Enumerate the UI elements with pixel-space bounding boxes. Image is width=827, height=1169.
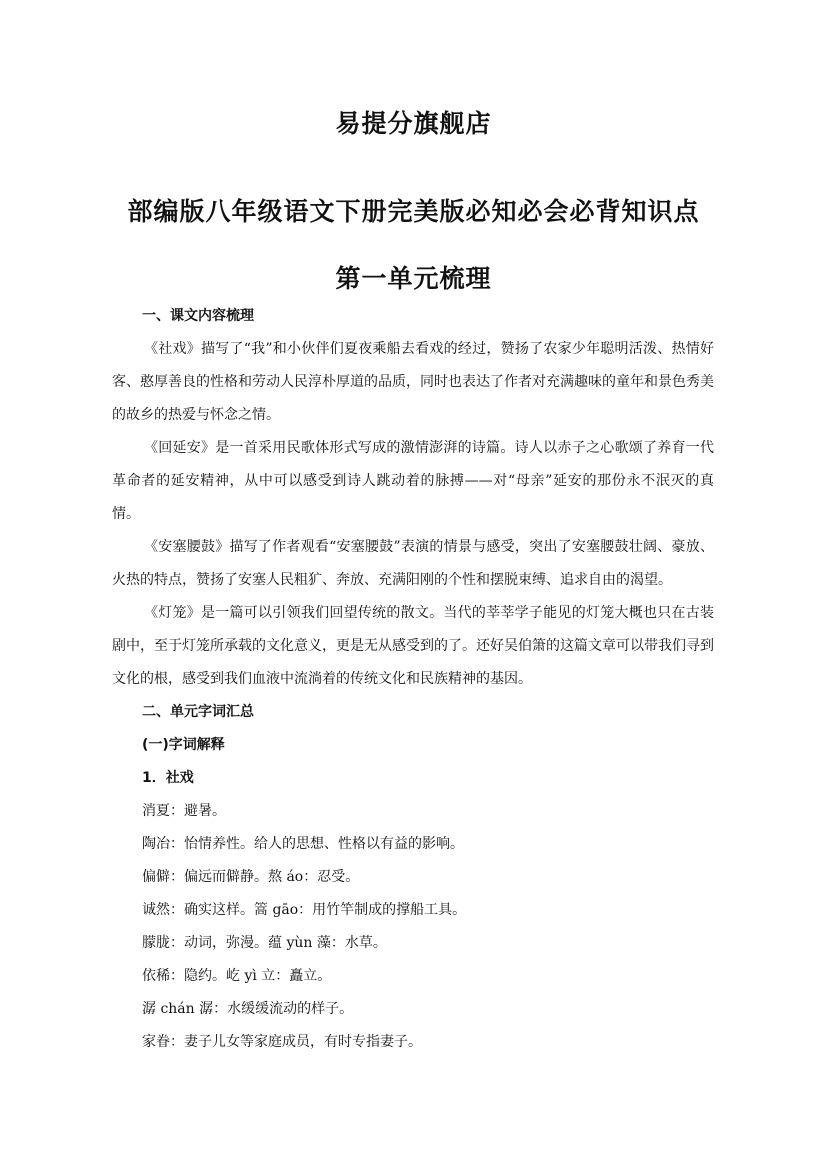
paragraph-hui-yanan: 《回延安》是一首采用民歌体形式写成的激情澎湃的诗篇。诗人以赤子之心歌颂了养育一代革命者的延安精神，从中可以感受到诗人跳动着的脉搏——对“母亲”延安的那份永不泯灭的真情。 [112,440,714,522]
section-heading-vocabulary: 二、单元字词汇总 [142,704,254,720]
definition-item: 依稀：隐约。屹 yì 立：矗立。 [142,968,332,984]
paragraph-denglong: 《灯笼》是一篇可以引领我们回望传统的散文。当代的莘莘学子能见的灯笼大概也只在古装剧中，至于灯笼所承载的文化意义，更是无从感受到的了。还好吴伯箫的这篇文章可以带我们寻到文化的根，感受到我们血液中流淌着的传统文化和民族精神的基因。 [112,605,714,687]
definition-item: 家眷：妻子儿女等家庭成员，有时专指妻子。 [142,1034,422,1050]
section-heading-content: 一、课文内容梳理 [142,308,254,324]
definition-item: 偏僻：偏远而僻静。熬 áo：忍受。 [142,869,360,885]
definition-item: 诚然：确实这样。篙 gāo：用竹竿制成的撑船工具。 [142,902,467,918]
definition-item: 潺 chán 潺：水缓缓流动的样子。 [142,1001,354,1017]
document-title: 部编版八年级语文下册完美版必知必会必背知识点 [127,197,700,226]
paragraph-shexi: 《社戏》描写了“我”和小伙伴们夏夜乘船去看戏的经过，赞扬了农家少年聪明活泼、热情好客、憨厚善良的性格和劳动人民淳朴厚道的品质，同时也表达了作者对充满趣味的童年和景色秀美的故乡的热爱与怀念之情。 [112,341,714,423]
store-name: 易提分旗舰店 [335,109,492,138]
body-text [112,300,714,1059]
paragraph-ansai-yaogu: 《安塞腰鼓》描写了作者观看“安塞腰鼓”表演的情景与感受，突出了安塞腰鼓壮阔、豪放、火热的特点，赞扬了安塞人民粗犷、奔放、充满阳刚的个性和摆脱束缚、追求自由的渴望。 [112,539,714,588]
definition-item: 消夏：避暑。 [142,803,226,819]
definition-item: 陶冶：怡情养性。给人的思想、性格以有益的影响。 [142,836,464,852]
subheading-word-explanations: (一)字词解释 [142,737,225,753]
unit-title: 第一单元梳理 [335,264,492,293]
lesson-heading-shexi: 1．社戏 [142,770,194,786]
definition-item: 朦胧：动词，弥漫。蕴 yùn 藻：水草。 [142,935,387,951]
